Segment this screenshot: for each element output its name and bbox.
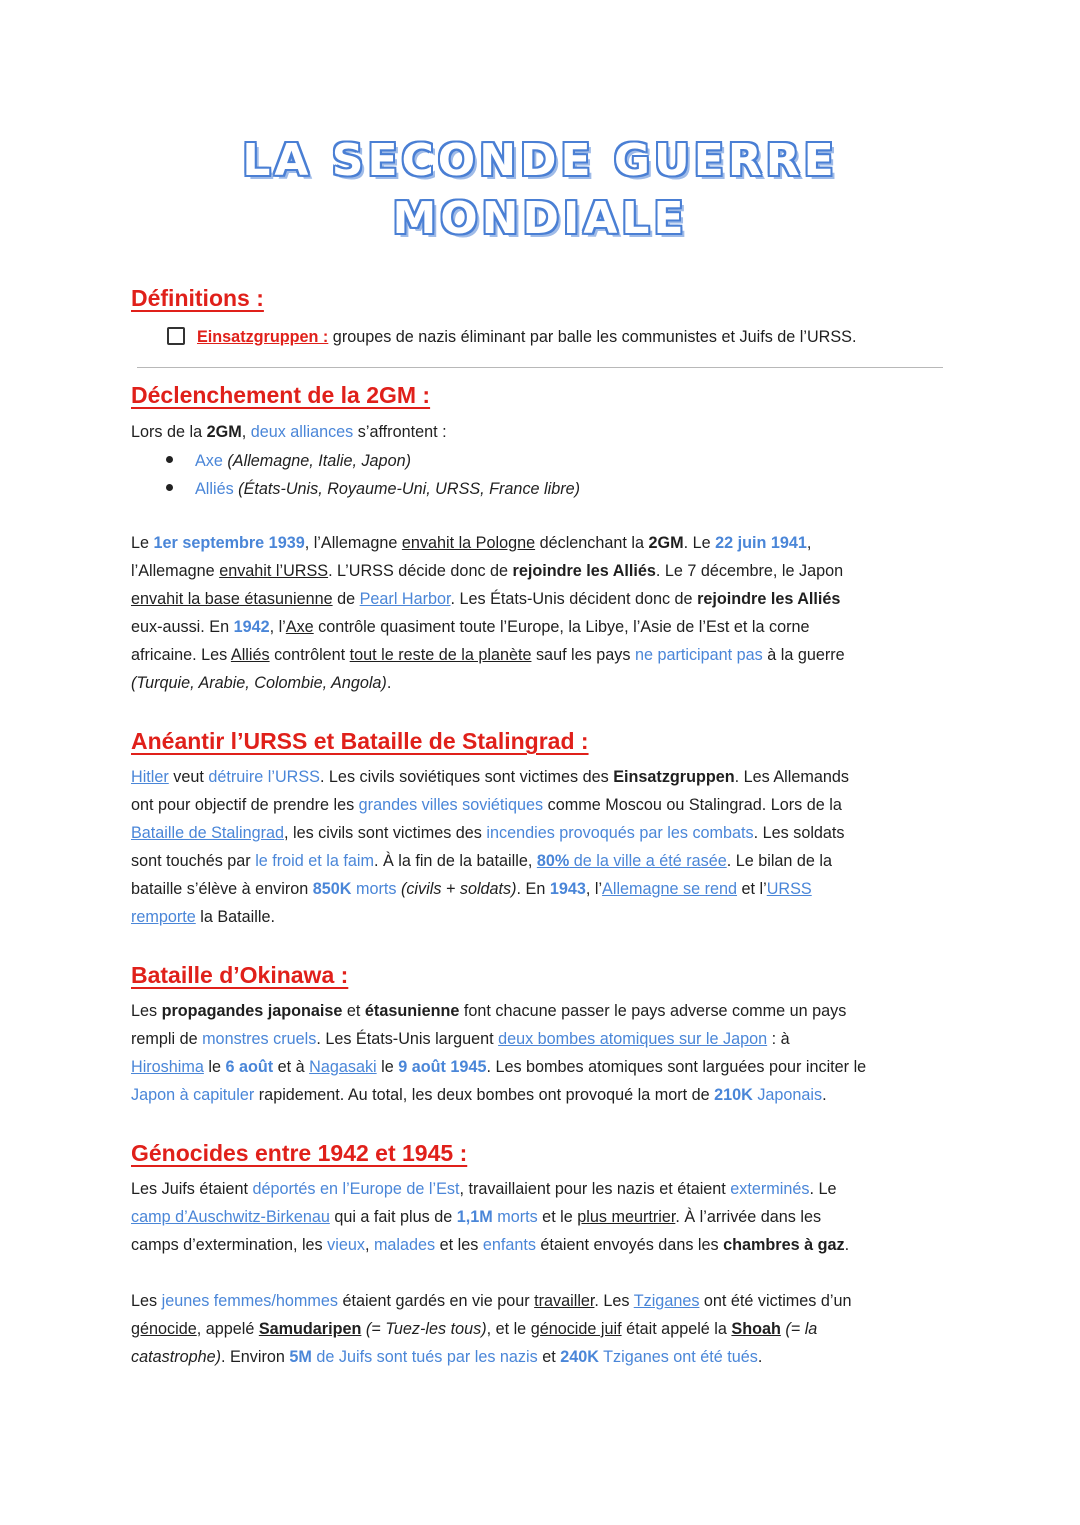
text-span: . Les Allemands bbox=[734, 768, 849, 786]
text-span: malades bbox=[373, 1236, 436, 1254]
text-span: . Les États-Unis décident donc de bbox=[450, 590, 698, 608]
text-span: . Le 7 décembre, le Japon bbox=[655, 562, 844, 580]
text-span: . En bbox=[516, 880, 550, 898]
text-span: . Le bbox=[809, 1180, 837, 1198]
text-span: , bbox=[806, 534, 812, 552]
section-divider bbox=[137, 367, 943, 368]
text-span[interactable]: URSS bbox=[766, 880, 812, 898]
genocides-heading: Génocides entre 1942 et 1945 : bbox=[131, 1140, 468, 1166]
text-span[interactable]: Bataille de Stalingrad bbox=[131, 824, 284, 842]
text-span: envahit la base étasunienne bbox=[131, 590, 333, 608]
definition-term[interactable]: Einsatzgruppen : bbox=[197, 328, 329, 346]
list-item bbox=[166, 475, 580, 503]
text-span: de Juifs sont tués par les nazis bbox=[311, 1348, 538, 1366]
text-span: (= Tuez-les tous) bbox=[361, 1320, 487, 1338]
text-span[interactable]: Pearl Harbor bbox=[359, 590, 451, 608]
text-span: . bbox=[386, 674, 392, 692]
text-span: 22 juin 1941 bbox=[715, 534, 807, 552]
text-span: 240K bbox=[560, 1348, 599, 1366]
text-span: bataille s’élève à environ bbox=[131, 880, 313, 898]
text-span: . Les civils soviétiques sont victimes des bbox=[319, 768, 614, 786]
text-span: , bbox=[241, 423, 251, 441]
text-span: et à bbox=[273, 1058, 310, 1076]
definitions-heading: Définitions : bbox=[131, 285, 264, 311]
text-span: . bbox=[822, 1086, 827, 1104]
bullet-icon bbox=[166, 484, 173, 491]
text-span: jeunes femmes/hommes bbox=[161, 1292, 338, 1310]
text-span: , bbox=[364, 1236, 374, 1254]
text-span: contrôlent bbox=[269, 646, 350, 664]
text-span: chambres à gaz bbox=[723, 1236, 845, 1254]
definition-text: groupes de nazis éliminant par balle les communistes et Juifs de l’URSS. bbox=[328, 328, 857, 346]
text-span: tout le reste de la planète bbox=[349, 646, 532, 664]
text-span: à la guerre bbox=[762, 646, 845, 664]
text-span: africaine. Les bbox=[131, 646, 231, 664]
text-span: . Les bbox=[594, 1292, 634, 1310]
text-span: et les bbox=[435, 1236, 483, 1254]
text-span: 5M bbox=[289, 1348, 312, 1366]
text-span: de la ville a été rasée bbox=[569, 852, 727, 870]
stalingrad-heading: Anéantir l’URSS et Bataille de Stalingrad : bbox=[131, 728, 589, 754]
text-span: déportés en l’Europe de l’Est bbox=[252, 1180, 460, 1198]
text-span: 2GM bbox=[206, 423, 242, 441]
text-span: l’Allemagne bbox=[131, 562, 220, 580]
text-span: . Le bilan de la bbox=[726, 852, 833, 870]
text-span: font chacune passer le pays adverse comme un pays bbox=[459, 1002, 847, 1020]
text-span: Alliés bbox=[230, 646, 270, 664]
text-span[interactable]: deux bombes atomiques sur le Japon bbox=[498, 1030, 768, 1048]
text-span: le bbox=[376, 1058, 399, 1076]
text-span: Shoah bbox=[731, 1320, 781, 1338]
text-span[interactable]: Tziganes bbox=[633, 1292, 700, 1310]
text-span: Les bbox=[131, 1002, 162, 1020]
text-span: camps d’extermination, les bbox=[131, 1236, 328, 1254]
text-span: s’affrontent : bbox=[353, 423, 447, 441]
text-span: Samudaripen bbox=[258, 1320, 362, 1338]
text-span: (= la bbox=[780, 1320, 818, 1338]
text-span: eux-aussi. En bbox=[131, 618, 234, 636]
text-span: Axe bbox=[285, 618, 314, 636]
okinawa-paragraph bbox=[131, 997, 951, 1109]
text-span: le froid et la faim bbox=[255, 852, 374, 870]
title-line-1: LA SECONDE GUERRE bbox=[242, 135, 838, 186]
text-span: , les civils sont victimes des bbox=[283, 824, 487, 842]
declenchement-intro bbox=[131, 418, 951, 446]
text-span: rapidement. Au total, les deux bombes ont provoqué la mort de bbox=[254, 1086, 715, 1104]
text-span: morts bbox=[351, 880, 397, 898]
text-span: incendies provoqués par les combats bbox=[486, 824, 754, 842]
text-span: vieux bbox=[327, 1236, 365, 1254]
text-span: plus meurtrier bbox=[577, 1208, 676, 1226]
text-span: exterminés bbox=[730, 1180, 810, 1198]
text-span: la Bataille. bbox=[195, 908, 275, 926]
declenchement-heading: Déclenchement de la 2GM : bbox=[131, 382, 431, 408]
text-span: , travaillaient pour les nazis et étaient bbox=[459, 1180, 731, 1198]
genocides-paragraph-1 bbox=[131, 1175, 951, 1259]
text-span: , l’ bbox=[585, 880, 603, 898]
text-span: contrôle quasiment toute l’Europe, la Libye, l’Asie de l’Est et la corne bbox=[313, 618, 810, 636]
text-span: de bbox=[332, 590, 360, 608]
text-span: ne participant pas bbox=[634, 646, 763, 664]
text-span: . Les soldats bbox=[753, 824, 845, 842]
text-span: Tziganes ont été tués bbox=[598, 1348, 758, 1366]
text-span: (Allemagne, Italie, Japon) bbox=[222, 452, 411, 470]
alliances-list bbox=[166, 447, 580, 503]
text-span: 1,1M bbox=[456, 1208, 493, 1226]
text-span: 9 août 1945 bbox=[398, 1058, 487, 1076]
text-span: (États-Unis, Royaume-Uni, URSS, France libre) bbox=[233, 480, 581, 498]
text-span: et bbox=[537, 1348, 561, 1366]
text-span: et bbox=[342, 1002, 365, 1020]
text-span: 6 août bbox=[225, 1058, 274, 1076]
text-span: génocide juif bbox=[530, 1320, 622, 1338]
text-span: déclenchant la bbox=[535, 534, 649, 552]
text-span: 1er septembre 1939 bbox=[153, 534, 305, 552]
text-span: rejoindre les Alliés bbox=[697, 590, 841, 608]
text-span: . Les États-Unis larguent bbox=[316, 1030, 499, 1048]
bullet-icon bbox=[166, 456, 173, 463]
text-span: : à bbox=[767, 1030, 790, 1048]
text-span: (Turquie, Arabie, Colombie, Angola) bbox=[131, 674, 387, 692]
text-span: 1942 bbox=[233, 618, 270, 636]
document-title bbox=[0, 132, 1080, 248]
okinawa-heading: Bataille d’Okinawa : bbox=[131, 962, 349, 988]
text-span: grandes villes soviétiques bbox=[358, 796, 544, 814]
text-span: ont pour objectif de prendre les bbox=[131, 796, 359, 814]
checkbox-icon[interactable] bbox=[167, 327, 185, 345]
text-span: veut bbox=[168, 768, 209, 786]
text-span: . Environ bbox=[220, 1348, 290, 1366]
text-span: Axe bbox=[195, 452, 223, 470]
text-span: détruire l’URSS bbox=[208, 768, 320, 786]
text-span: envahit la Pologne bbox=[401, 534, 536, 552]
text-span: morts bbox=[492, 1208, 538, 1226]
text-span[interactable]: Hitler bbox=[131, 768, 169, 786]
text-span: le bbox=[203, 1058, 226, 1076]
text-span: (civils + soldats) bbox=[396, 880, 517, 898]
text-span: rejoindre les Alliés bbox=[512, 562, 656, 580]
list-item bbox=[166, 447, 580, 475]
text-span: Les Juifs étaient bbox=[131, 1180, 253, 1198]
declenchement-paragraph bbox=[131, 529, 951, 697]
text-span: Japon à capituler bbox=[131, 1086, 255, 1104]
text-span: deux alliances bbox=[250, 423, 354, 441]
text-span: Les bbox=[131, 1292, 162, 1310]
text-span: 1943 bbox=[549, 880, 586, 898]
text-span: remporte bbox=[131, 908, 196, 926]
text-span: . À la fin de la bataille, bbox=[373, 852, 537, 870]
text-span: . Le bbox=[683, 534, 716, 552]
definition-item bbox=[167, 325, 856, 349]
text-span: , appelé bbox=[196, 1320, 259, 1338]
stalingrad-paragraph bbox=[131, 763, 951, 931]
text-span: enfants bbox=[482, 1236, 536, 1254]
text-span: ont été victimes d’un bbox=[699, 1292, 852, 1310]
text-span: . À l’arrivée dans les bbox=[675, 1208, 822, 1226]
text-span: monstres cruels bbox=[202, 1030, 317, 1048]
text-span: . bbox=[757, 1348, 763, 1366]
text-span: Japonais bbox=[752, 1086, 823, 1104]
text-span: génocide bbox=[131, 1320, 197, 1338]
text-span: . bbox=[844, 1236, 850, 1254]
text-span: Le bbox=[131, 534, 154, 552]
genocides-paragraph-2 bbox=[131, 1287, 951, 1371]
text-span: sauf les pays bbox=[531, 646, 635, 664]
text-span[interactable]: Hiroshima bbox=[131, 1058, 204, 1076]
text-span: étasunienne bbox=[364, 1002, 460, 1020]
text-span: était appelé la bbox=[621, 1320, 732, 1338]
text-span[interactable]: Nagasaki bbox=[309, 1058, 377, 1076]
text-span: 80% bbox=[536, 852, 570, 870]
text-span: Lors de la bbox=[131, 423, 207, 441]
text-span: , l’Allemagne bbox=[304, 534, 402, 552]
text-span: 850K bbox=[312, 880, 352, 898]
text-span: Alliés bbox=[195, 480, 234, 498]
text-span: sont touchés par bbox=[131, 852, 256, 870]
text-span: 2GM bbox=[648, 534, 684, 552]
text-span: et l’ bbox=[737, 880, 767, 898]
text-span: et le bbox=[537, 1208, 578, 1226]
text-span: propagandes japonaise bbox=[161, 1002, 343, 1020]
text-span: catastrophe) bbox=[131, 1348, 221, 1366]
text-span: étaient gardés en vie pour bbox=[337, 1292, 535, 1310]
text-span: , l’ bbox=[269, 618, 286, 636]
title-line-2: MONDIALE bbox=[392, 193, 688, 244]
text-span[interactable]: Allemagne se rend bbox=[602, 880, 738, 898]
text-span: travailler bbox=[534, 1292, 595, 1310]
text-span: Einsatzgruppen bbox=[613, 768, 735, 786]
text-span: envahit l’URSS bbox=[219, 562, 329, 580]
text-span: 210K bbox=[714, 1086, 753, 1104]
text-span: . L’URSS décide donc de bbox=[328, 562, 513, 580]
text-span[interactable]: camp d’Auschwitz-Birkenau bbox=[131, 1208, 330, 1226]
text-span: rempli de bbox=[131, 1030, 203, 1048]
text-span: , et le bbox=[486, 1320, 531, 1338]
text-span: étaient envoyés dans les bbox=[535, 1236, 724, 1254]
text-span: . Les bombes atomiques sont larguées pour inciter le bbox=[486, 1058, 867, 1076]
text-span: comme Moscou ou Stalingrad. Lors de la bbox=[543, 796, 842, 814]
text-span: qui a fait plus de bbox=[329, 1208, 457, 1226]
